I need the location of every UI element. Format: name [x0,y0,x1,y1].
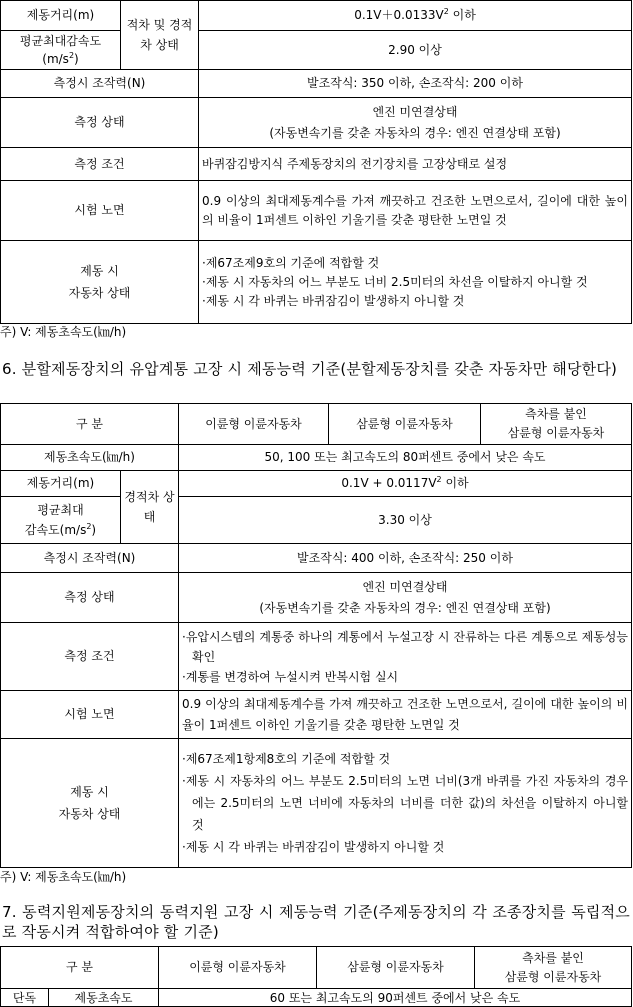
list-item: ·제동 시 자동차의 어느 부분도 2.5미터의 노면 너비(3개 바퀴를 가진 자동차의 경우에는 2.5미터의 노면 너비에 자동차의 너비를 더한 값)의 차선을 이탈하지 아니할 것 [182,774,628,832]
header-two-wheel: 이륜형 이륜자동차 [179,404,329,445]
vehicle-state-value [179,739,632,868]
measurement-condition-label: 측정 조건 [1,148,199,181]
load-state-label: 경적차 상태 [121,471,179,544]
braking-distance-label: 제동거리(m) [1,471,121,497]
list-item: ·제67조제1항제8호의 기준에 적합할 것 [182,752,391,766]
measurement-state-value: 엔진 미연결상태 (자동변속기를 갖춘 자동차의 경우: 엔진 연결상태 포함) [179,573,632,623]
header-two-wheel: 이륜형 이륜자동차 [159,947,317,989]
measurement-condition-value: 바퀴잠김방지식 주제동장치의 전기장치를 고장상태로 설정 [199,148,632,181]
initial-speed-value: 50, 100 또는 최고속도의 80퍼센트 중에서 낮은 속도 [179,445,632,471]
vehicle-state-label: 제동 시 자동차 상태 [1,739,179,868]
header-three-wheel: 삼륜형 이륜자동차 [317,947,475,989]
header-category: 구 분 [1,947,159,989]
hydraulic-failure-table [0,403,632,868]
measurement-state-label: 측정 상태 [1,98,199,148]
test-surface-label: 시험 노면 [1,181,199,241]
control-force-value: 발조작식: 350 이하, 손조작식: 200 이하 [199,70,632,98]
control-force-label: 측정시 조작력(N) [1,544,179,573]
measurement-state-value: 엔진 미연결상태 (자동변속기를 갖춘 자동차의 경우: 엔진 연결상태 포함) [199,98,632,148]
test-surface-value: 0.9 이상의 최대제동계수를 가져 깨끗하고 건조한 노면으로서, 길이에 대한 높이의 비율이 1퍼센트 이하인 기울기를 갖춘 평탄한 노면일 것 [179,691,632,739]
section-6-heading: 6. 분할제동장치의 유압계통 고장 시 제동능력 기준(분할제동장치를 갖춘 자동차만 해당한다) [2,360,618,378]
test-surface-label: 시험 노면 [1,691,179,739]
initial-speed-label: 제동초속도 [49,989,159,1007]
vehicle-state-label: 제동 시 자동차 상태 [1,241,199,324]
control-force-label: 측정시 조작력(N) [1,70,199,98]
braking-distance-value: $0.1V+0.0133V^2$ 이하 [199,1,632,31]
table2-note: 주) V: 제동초속도(㎞/h) [0,870,127,884]
list-item: ·유압시스템의 계통중 하나의 계통에서 누설고장 시 잔류하는 다른 계통으로 제동성능 확인 [182,629,628,664]
braking-distance-label: 제동거리(m) [1,1,121,31]
mean-deceleration-value: 2.90 이상 [199,31,632,70]
mean-deceleration-label: 평균최대감속도 $(m/s^2)$ [1,31,121,70]
mean-deceleration-value: 3.30 이상 [179,497,632,544]
list-item: ·제67조제9호의 기준에 적합할 것 [202,255,380,270]
load-state-label: 적차 및 경적차 상태 [121,1,199,70]
section-7-heading: 7. 동력지원제동장치의 동력지원 고장 시 제동능력 기준(주제동장치의 각 조종장치를 독립적으로 작동시켜 적합하여야 할 기준) [2,903,630,941]
mean-deceleration-label: 평균최대 감속도$(m/s^2)$ [1,497,121,544]
test-surface-value: 0.9 이상의 최대제동계수를 가져 깨끗하고 건조한 노면으로서, 길이에 대한 높이의 비율이 1퍼센트 이하인 기울기를 갖춘 평탄한 노면일 것 [199,181,632,241]
list-item: ·계통를 변경하여 누설시켜 반복시험 실시 [182,669,399,684]
power-assist-failure-table [0,946,632,1007]
list-item: ·제동 시 각 바퀴는 바퀴잠김이 발생하지 아니할 것 [182,840,445,854]
header-category: 구 분 [1,404,179,445]
measurement-state-label: 측정 상태 [1,573,179,623]
braking-table-continued [0,0,632,324]
vehicle-state-value [199,241,632,324]
table1-note: 주) V: 제동초속도(㎞/h) [0,325,127,339]
header-three-wheel: 삼륜형 이륜자동차 [329,404,481,445]
initial-speed-label: 제동초속도(㎞/h) [1,445,179,471]
braking-distance-value: $0.1V + 0.0117V^2$ 이하 [179,471,632,497]
measurement-condition-value [179,623,632,691]
single-label: 단독 [1,989,49,1007]
initial-speed-value: 60 또는 최고속도의 90퍼센트 중에서 낮은 속도 [159,989,632,1007]
list-item: ·제동 시 각 바퀴는 바퀴잠김이 발생하지 아니할 것 [202,293,465,308]
header-sidecar: 측차를 붙인 삼륜형 이륜자동차 [475,947,632,989]
control-force-value: 발조작식: 400 이하, 손조작식: 250 이하 [179,544,632,573]
measurement-condition-label: 측정 조건 [1,623,179,691]
header-sidecar: 측차를 붙인 삼륜형 이륜자동차 [481,404,632,445]
list-item: ·제동 시 자동차의 어느 부분도 너비 2.5미터의 차선을 이탈하지 아니할 것 [202,274,588,289]
